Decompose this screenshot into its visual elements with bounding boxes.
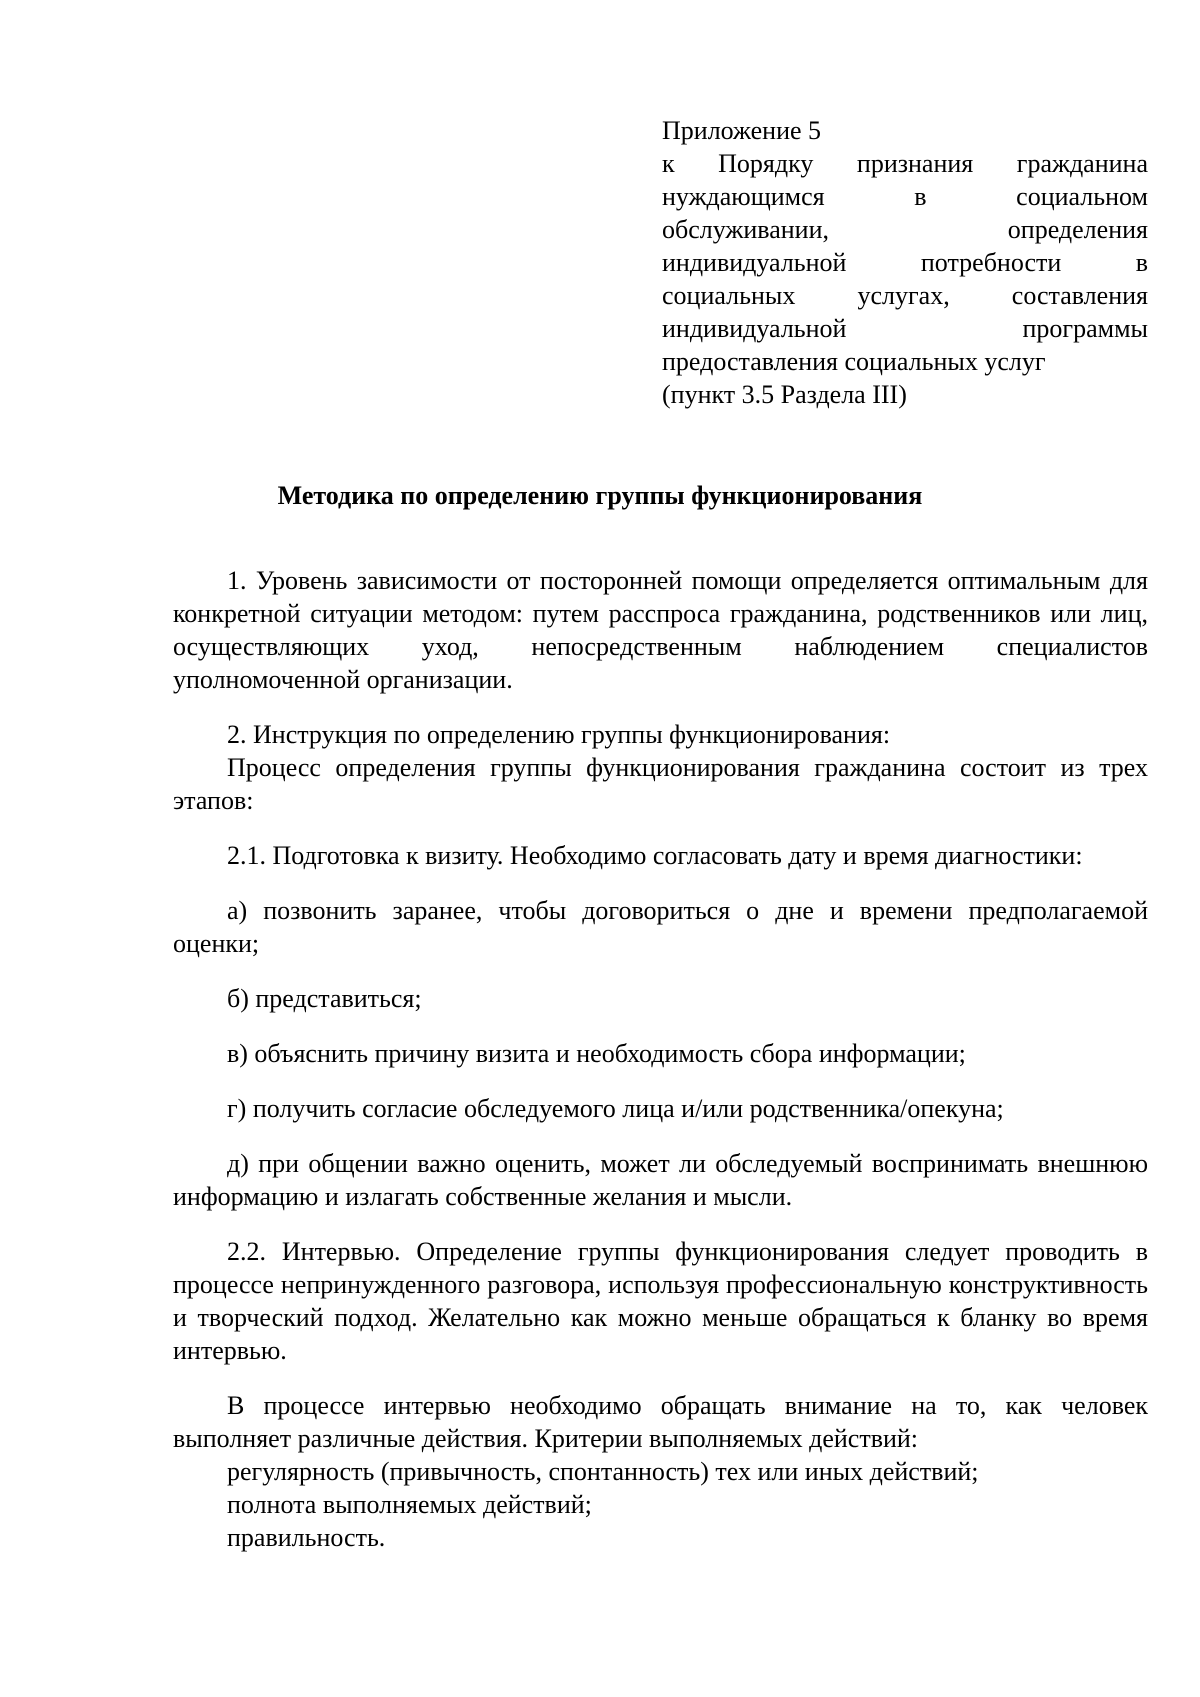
- paragraph-2: 2. Инструкция по определению группы функционирования:: [227, 720, 891, 749]
- list-item-g: г) получить согласие обследуемого лица и/или родственника/опекуна;: [227, 1094, 1004, 1123]
- paragraph-interview: В процессе интервью необходимо обращать внимание на то, как человек выполняет различные действия. Критерии выполняемых действий:: [173, 1391, 1148, 1453]
- list-item-a: а) позвонить заранее, чтобы договориться о дне и времени предполагаемой оценки;: [173, 896, 1148, 958]
- criteria-item-completeness: полнота выполняемых действий;: [227, 1490, 592, 1519]
- appendix-number: Приложение 5: [662, 116, 822, 145]
- paragraph-3: Процесс определения группы функционирования гражданина состоит из трех этапов:: [173, 753, 1148, 815]
- document-body: [173, 564, 1148, 1554]
- paragraph-2-2: 2.2. Интервью. Определение группы функционирования следует проводить в процессе непринужденного разговора, используя профессиональную конструктивность и творческий подход. Желательно как можно меньше обращаться к бланку во время интервью.: [173, 1237, 1148, 1365]
- list-item-v: в) объяснить причину визита и необходимость сбора информации;: [227, 1039, 966, 1068]
- paragraph-1: 1. Уровень зависимости от посторонней помощи определяется оптимальным для конкретной ситуации методом: путем расспроса гражданина, родственников или лиц, осуществляющих уход, непосредственным наблюдением специалистов уполномоченной организации.: [173, 566, 1148, 694]
- list-item-d: д) при общении важно оценить, может ли обследуемый воспринимать внешнюю информацию и излагать собственные желания и мысли.: [173, 1149, 1148, 1211]
- criteria-item-correctness: правильность.: [227, 1523, 386, 1552]
- list-item-b: б) представиться;: [227, 984, 422, 1013]
- appendix-reference: (пункт 3.5 Раздела III): [662, 380, 907, 409]
- appendix-text: к Порядку признания гражданина нуждающимся в социальном обслуживании, определения индивидуальной потребности в социальных услугах, составления индивидуальной программы предоставления социальных услуг: [662, 149, 1148, 376]
- appendix-header: [662, 114, 1148, 411]
- paragraph-2-1: 2.1. Подготовка к визиту. Необходимо согласовать дату и время диагностики:: [227, 841, 1083, 870]
- document-title: Методика по определению группы функционирования: [277, 481, 923, 510]
- criteria-item-regularity: регулярность (привычность, спонтанность) тех или иных действий;: [227, 1457, 979, 1486]
